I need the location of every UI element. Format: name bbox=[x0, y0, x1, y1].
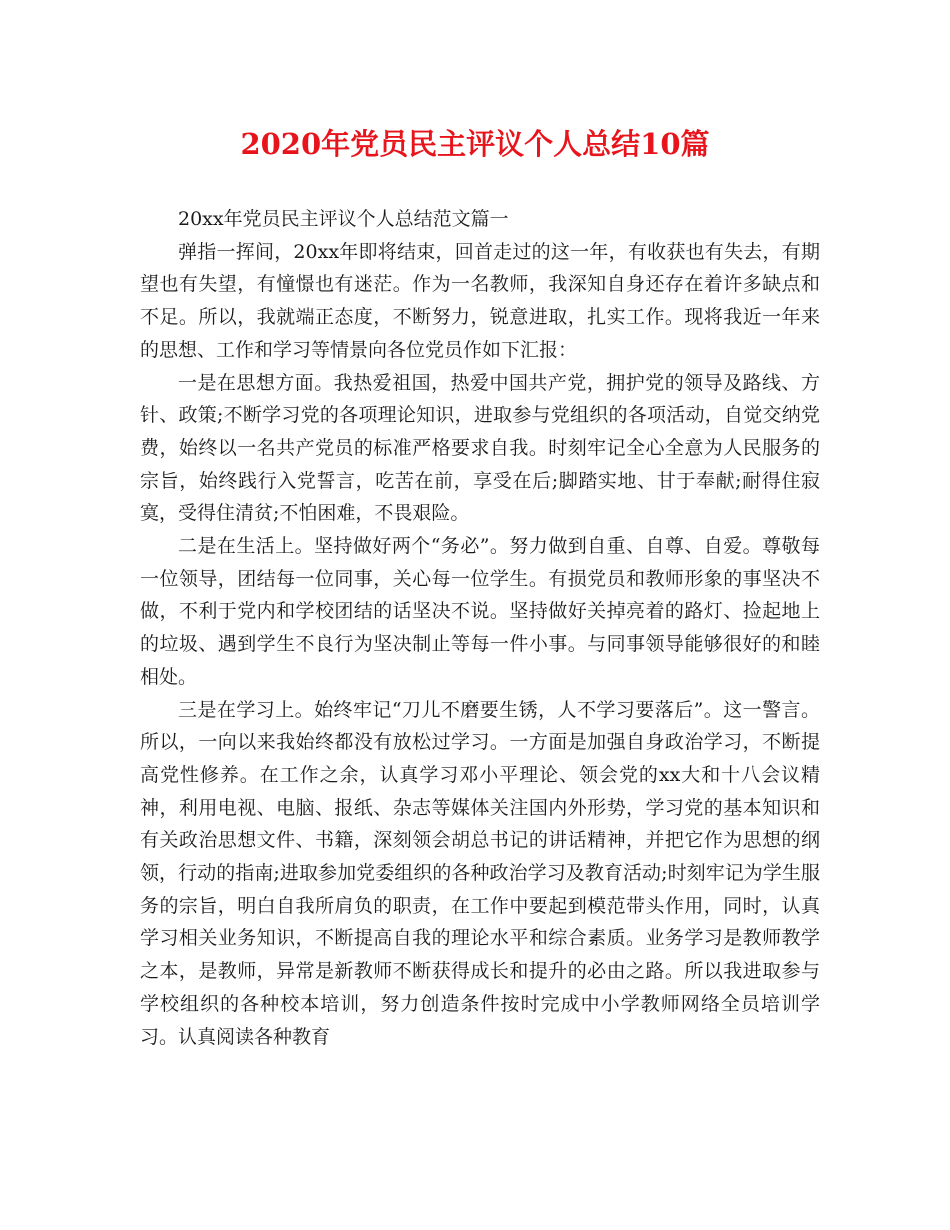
paragraph-subtitle: 20xx年党员民主评议个人总结范文篇一 bbox=[178, 208, 509, 230]
paragraph-life: 二是在生活上。坚持做好两个“务必”。努力做到自重、自尊、自爱。尊敬每一位领导，团结每一位同事，关心每一位学生。有损党员和教师形象的事坚决不做，不利于党内和学校团结的话坚决不说。坚持做好关掉亮着的路灯、捡起地上的垃圾、遇到学生不良行为坚决制止等每一件小事。与同事领导能够很好的和睦相处。 bbox=[140, 535, 820, 688]
paragraph-intro: 弹指一挥间，20xx年即将结束，回首走过的这一年，有收获也有失去，有期望也有失望，有憧憬也有迷茫。作为一名教师，我深知自身还存在着许多缺点和不足。所以，我就端正态度，不断努力，锐意进取，扎实工作。现将我近一年来的思想、工作和学习等情景向各位党员作如下汇报： bbox=[140, 240, 820, 361]
document-title: 2020年党员民主评议个人总结10篇 bbox=[240, 127, 710, 161]
paragraph-study: 三是在学习上。始终牢记“刀儿不磨要生锈，人不学习要落后”。这一警言。所以，一向以来我始终都没有放松过学习。一方面是加强自身政治学习，不断提高党性修养。在工作之余，认真学习邓小平理论、领会党的xx大和十八会议精神，利用电视、电脑、报纸、杂志等媒体关注国内外形势，学习党的基本知识和有关政治思想文件、书籍，深刻领会胡总书记的讲话精神，并把它作为思想的纲领，行动的指南;进取参加党委组织的各种政治学习及教育活动;时刻牢记为学生服务的宗旨，明白自我所肩负的职责，在工作中要起到模范带头作用，同时，认真学习相关业务知识，不断提高自我的理论水平和综合素质。业务学习是教师教学之本，是教师，异常是新教师不断获得成长和提升的必由之路。所以我进取参与学校组织的各种校本培训，努力创造条件按时完成中小学教师网络全员培训学习。认真阅读各种教育 bbox=[140, 698, 820, 1048]
paragraph-thought: 一是在思想方面。我热爱祖国，热爱中国共产党，拥护党的领导及路线、方针、政策;不断学习党的各项理论知识，进取参与党组织的各项活动，自觉交纳党费，始终以一名共产党员的标准严格要求自我。时刻牢记全心全意为人民服务的宗旨，始终践行入党誓言，吃苦在前，享受在后;脚踏实地、甘于奉献;耐得住寂寞，受得住清贫;不怕困难，不畏艰险。 bbox=[140, 371, 820, 525]
document-body bbox=[140, 203, 820, 1053]
